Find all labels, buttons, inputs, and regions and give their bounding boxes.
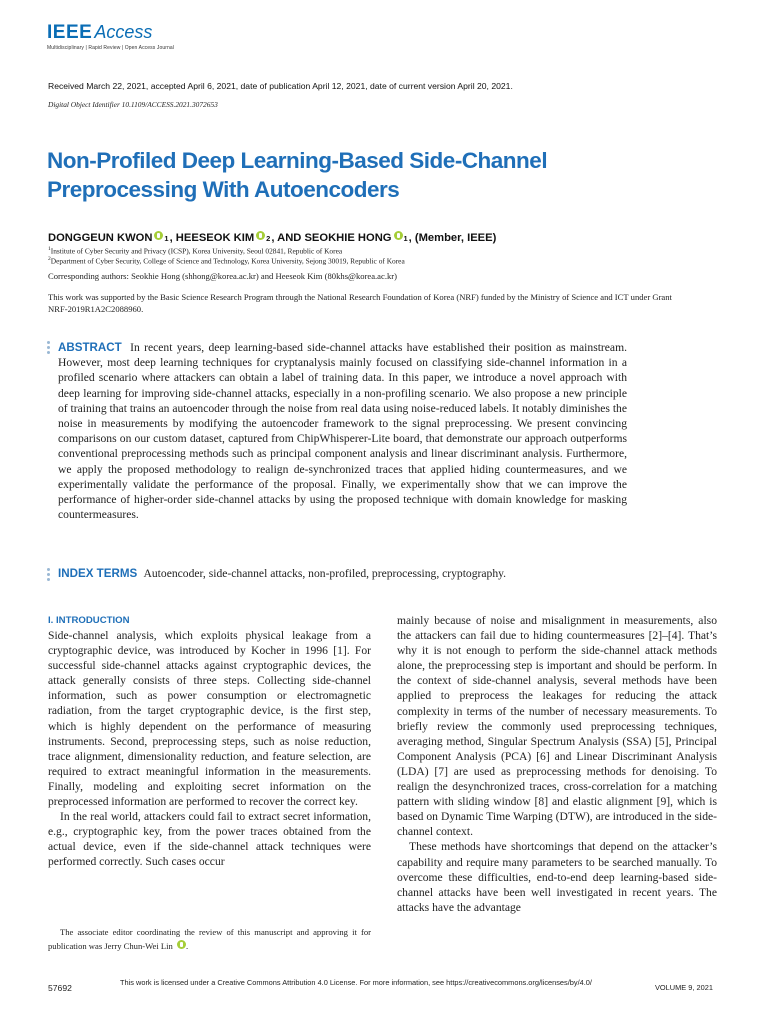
affiliation-ref: 1	[403, 233, 408, 243]
affiliation-2	[48, 256, 405, 265]
orcid-icon[interactable]	[256, 231, 265, 240]
body-column-left	[48, 613, 371, 870]
affiliation-number: 2	[48, 256, 51, 262]
affiliation-1	[48, 246, 342, 255]
index-terms-text: Autoencoder, side-channel attacks, non-profiled, preprocessing, cryptography.	[143, 567, 507, 580]
author-name[interactable]: DONGGEUN KWON	[48, 232, 153, 244]
page-number: 57692	[48, 983, 72, 993]
index-terms-heading: INDEX TERMS	[58, 567, 138, 580]
corresponding-authors: Corresponding authors: Seokhie Hong (shhong@korea.ac.kr) and Heeseok Kim (80khs@korea.ac.kr)	[48, 271, 397, 281]
affiliation-ref: 2	[266, 233, 271, 243]
section-marker-icon	[47, 568, 50, 583]
section-heading: I. INTRODUCTION	[48, 615, 130, 626]
affiliation-number: 1	[48, 246, 51, 252]
paragraph: These methods have shortcomings that depend on the attacker’s capability and require many parameters to be searched manually. To overcome these difficulties, end-to-end deep learning-based side-channel attacks have been well investigated in recent years. The attacks have the advantage	[397, 840, 717, 914]
volume-info: VOLUME 9, 2021	[655, 983, 713, 992]
logo-access: Access	[94, 22, 153, 42]
paragraph: mainly because of noise and misalignment in measurements, also the attackers can fail due to hiding countermeasures [2]–[4]. That’s why it is not enough to perform the side-channel attack methods alone, the preprocessing step is important and should be perform. In the context of side-channel analysis, several methods have been applied to preprocess the leakages for reducing the attack complexity in terms of the number of necessary measurements. To briefly review the commonly used preprocessing techniques, averaging method, Singular Spectrum Analysis (SSA) [5], Principal Component Analysis (PCA) [6] and Linear Discriminant Analysis (LDA) [7] are used as preprocessing methods for denoising. To realign the desynchronized traces, cross-correlation for a matching pattern with sliding window [8] and elastic alignment [9], which is based on Dynamic Time Warping (DTW), are introduced in the side-channel context.	[397, 614, 717, 839]
paragraph: In the real world, attackers could fail to extract secret information, e.g., cryptographic key, from the power traces obtained from the actual device, even if the side-channel attack techniques were performed correctly. Such cases occur	[48, 810, 371, 869]
affiliation-text: Institute of Cyber Security and Privacy (ICSP), Korea University, Seoul 02841, Republic of Korea	[50, 246, 343, 256]
journal-logo	[47, 22, 174, 51]
received-dates: Received March 22, 2021, accepted April 6, 2021, date of publication April 12, 2021, date of current version April 20, 2021.	[48, 81, 513, 91]
author-list	[48, 231, 496, 245]
abstract	[58, 340, 627, 522]
funding-statement: This work was supported by the Basic Science Research Program through the National Research Foundation of Korea (NRF) funded by the Ministry of Science and ICT under Grant NRF-2019R1A2C2088960.	[48, 292, 672, 314]
doi[interactable]: Digital Object Identifier 10.1109/ACCESS.2021.3072653	[48, 100, 218, 109]
author-name[interactable]: , HEESEOK KIM	[169, 232, 255, 244]
logo-tagline: Multidisciplinary | Rapid Review | Open Access Journal	[47, 45, 174, 51]
author-name[interactable]: , AND SEOKHIE HONG	[271, 232, 392, 244]
affiliation-ref: 1	[164, 233, 169, 243]
section-marker-icon	[47, 341, 50, 356]
orcid-icon[interactable]	[394, 231, 403, 240]
editor-footnote: The associate editor coordinating the review of this manuscript and approving it for publication was Jerry Chun-Wei Lin .	[48, 927, 371, 951]
license-notice[interactable]: This work is licensed under a Creative Commons Attribution 4.0 License. For more information, see https://creativecommons.org/licenses/by/4.0/	[120, 978, 592, 987]
orcid-icon[interactable]	[177, 940, 186, 949]
affiliation-text: Department of Cyber Security, College of Science and Technology, Korea University, Sejong 30019, Republic of Korea	[50, 256, 405, 266]
paragraph: Side-channel analysis, which exploits physical leakage from a cryptographic device, was introduced by Kocher in 1996 [1]. For successful side-channel attacks against cryptographic devices, the attack generally consists of three steps. Collecting side-channel information, such as power consumption or electromagnetic radiation, from the target cryptographic device, is the first step, which is highly dependent on the performance of measuring instruments. Second, preprocessing steps, such as noise reduction, trace alignment, dimensionality reduction, and feature selection, are required to extract meaningful information in the measurements. Finally, modeling and exploiting secret information on the preprocessed information are performed to recover the correct key.	[48, 629, 371, 809]
abstract-text: In recent years, deep learning-based side-channel attacks have established their position as mainstream. However, most deep learning techniques for cryptanalysis mainly focused on classifying side-channel information in a profiled scenario where attackers can obtain a label of training data. In this paper, we introduce a novel approach with deep learning for improving side-channel attacks, especially in a non-profiling scenario. We also propose a new principle of training that trains an autoencoder through the noise from real data using noise-reduced labels. It notably diminishes the noise in measurements by modifying the autoencoder framework to the signal preprocessing. We present convincing comparisons on our custom dataset, captured from ChipWhisperer-Lite board, that demonstrate our approach outperforms conventional preprocessing methods such as principal component analysis and linear discriminant analysis. Furthermore, we apply the proposed methodology to realign de-synchronized traces that applied hiding countermeasures, and we experimentally validate the performance of the proposal. Finally, we experimentally show that we can improve the performance of higher-order side-channel attacks by using the proposed technique with domain knowledge for masking countermeasures.	[58, 341, 627, 522]
paper-title: Non-Profiled Deep Learning-Based Side-Channel Preprocessing With Autoencoders	[47, 148, 548, 202]
index-terms	[58, 567, 506, 580]
logo-ieee: IEEE	[47, 22, 93, 43]
abstract-heading: ABSTRACT	[58, 341, 122, 354]
footnote-text: The associate editor coordinating the review of this manuscript and approving it for publication was Jerry Chun-Wei Lin	[48, 927, 371, 951]
member-status: , (Member, IEEE)	[408, 232, 497, 244]
body-column-right	[397, 613, 717, 915]
orcid-icon[interactable]	[154, 231, 163, 240]
